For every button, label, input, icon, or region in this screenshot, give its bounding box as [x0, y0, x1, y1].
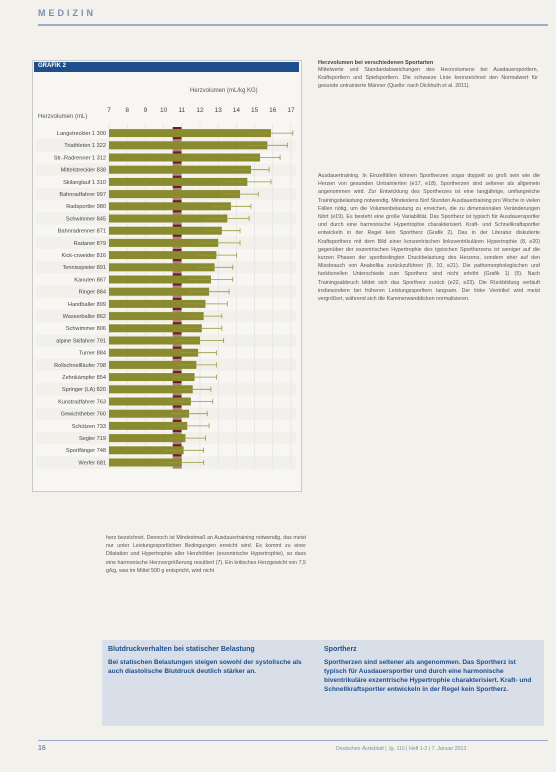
category-label: Mittelstreckler 838 [60, 167, 106, 174]
x-tick-label: 17 [287, 107, 295, 114]
page-number: 16 [38, 745, 46, 752]
category-label: Handballer 899 [68, 301, 106, 308]
category-label: Kunstradfahrer 763 [58, 399, 106, 406]
category-label: Kanuten 867 [74, 277, 106, 284]
body-text-left: herz bezeichnet. Dennoch ist Mindestmaß an Ausdauertraining notwendig, das meist nur unter Leistungssportlichen Bedingungen erreicht wird. Es kommt zu einer Dilatation und Hypertrophie aller Herzhöhlen (exzentrische Hypertrophie), so dass eine harmonische Herzvergrößerung resultiert (7). Ein kritisches Herzgewicht von 7,5 g/kg, was im Mittel 500 g entspricht, wird nicht [106, 535, 306, 574]
category-label: Bahnradfahrer 997 [59, 192, 106, 198]
category-label: Radaner 879 [73, 240, 106, 247]
x-tick-label: 9 [143, 107, 148, 114]
category-label: Radsportler 980 [66, 204, 106, 211]
bar [109, 141, 267, 149]
bar [109, 190, 240, 198]
bar [109, 166, 251, 174]
category-label: Wasserballer 862 [62, 314, 106, 320]
info-box-text: Sportherzen sind seltener als angenommen. Das Sportherz ist typisch für Ausdauersportler und durch eine harmonische biventrikuläre exzentrische Hypertrophie charakterisiert. Kraft- und Schnellkraftsportler entwickeln in der Regel kein Sportherz. [324, 659, 532, 693]
figure-caption [318, 60, 538, 91]
category-label: Werfer 681 [78, 460, 106, 467]
footer-source: Deutsches Ärzteblatt | Jg. 110 | Heft 1-2 | 7. Januar 2013 [336, 746, 467, 752]
info-boxes [36, 640, 544, 726]
row-header: Herzvolumen (mL) [38, 114, 88, 120]
info-box-text: Bei statischen Belastungen steigen sowohl der systolische als auch diastolische Blutdruck deutlich stärker an. [108, 659, 302, 675]
x-tick-label: 11 [178, 107, 186, 114]
category-label: Springer (LA) 820 [61, 387, 106, 394]
category-label: Schwimmer 845 [65, 216, 106, 223]
info-box-title: Sportherz [324, 646, 357, 653]
section-label: MEDIZIN [38, 8, 96, 18]
x-tick-label: 16 [269, 107, 277, 114]
footer-rule [38, 740, 548, 741]
info-box-blood-pressure [102, 640, 322, 726]
category-label: Str.-Radrenner 1 312 [53, 155, 106, 162]
category-label: Triathleten 1 322 [64, 143, 106, 150]
category-label: Segler 719 [78, 436, 106, 442]
category-label: Kick-crweider 816 [61, 253, 106, 259]
category-label: Bahnradrenner 871 [57, 228, 106, 235]
x-tick-label: 8 [125, 107, 130, 114]
x-tick-label: 14 [232, 107, 241, 114]
body-text-right: Ausdauertraining. In Einzelfällen können Sportherzen sogar doppelt so groß sein wie die Herzen von gesunden Untrainierten (e17, e18). Sportherzen sind seltener als allgemein angenommen wird. Zur Entwicklung des Sportherzes ist eine langjährige, umfangreiche Trainingsbelastung notwendig. Mindestens fünf Stunden Ausdauertraining pro Woche in vielen Fällen nötig, um die Volumenbelastung zu erreichen, die zu dimensionalen Veränderungen führt (e19). Es besteht eine große Variabilität. Das Sportherz ist typisch für Ausdauersportler und durch eine harmonische Hypertrophie charakterisiert. Kraft- und Schnellkraftsportler entwickeln in der Regel kein Sportherz (Grafik 2). Das in der Literatur diskutierte Kraftsportherz mit dem Bild einer konzentrischen linksventrikulären Hypertrophie (8, e20) gegenüber der exzentrischen Hypertrophie des typischen Sportherzens ist weniger auf die kurzen Phasen der sportbedingten Druckbelastung des Herzens, sondern eher auf den Missbrauch von Anabolika zurückzuführen (9, 10, e21). Die pathomorphologischen und funktionellen Unterschiede zum Sportherz sind nicht erhöht (Grafik 1) (5). Nach Trainingsabbruch bildet sich das Sportherz zurück (e22, e23). Die Rückbildung verläuft insbesondere bei früheren Leistungssportlern langsam. Der linke Ventrikel wird meist vergrößert, während sich die Kammerwanddicken normalisieren. [318, 173, 540, 303]
figure-tag-label: GRAFIK 2 [38, 63, 67, 69]
x-tick-label: 12 [196, 107, 204, 114]
category-label: alpine Skifahrer 791 [56, 338, 106, 345]
bar [109, 129, 271, 137]
caption-title: Herzvolumen bei verschiedenen Sportarten [318, 60, 434, 66]
chart-title: Herzvolumen (mL/kg KG) [190, 88, 258, 94]
bar [109, 154, 260, 162]
category-label: Tennisspieler 891 [62, 265, 106, 272]
category-label: Schwimmer 806 [65, 326, 106, 333]
info-box-sportherz [318, 640, 544, 726]
category-label: Zehnkämpfer 854 [62, 375, 106, 381]
caption-text: Mittelwerte und Standardabweichungen des Herzvolumens bei Ausdauersportlern, Kraftsportlern und Spielsportlern. Die schwarze Linie kennzeichnet den Normalwert für gesunde untrainierte Männer (Quelle: nach Dickhuth et al. 2011). [318, 67, 538, 90]
x-tick-label: 13 [214, 107, 222, 114]
category-label: Skilanglauf 1 310 [63, 179, 106, 186]
x-tick-label: 10 [159, 107, 168, 114]
category-label: Rollschnellläufer 798 [54, 362, 106, 369]
info-box-title: Blutdruckverhalten bei statischer Belastung [108, 646, 255, 653]
x-tick-label: 15 [250, 107, 259, 114]
category-label: Sportfänger 748 [65, 448, 106, 455]
category-label: Schützen 733 [71, 423, 106, 430]
category-label: Ringer 884 [78, 289, 106, 296]
category-label: Turner 884 [78, 350, 106, 357]
category-label: Langstreckler 1 300 [56, 131, 106, 137]
category-label: Gewichtheber 760 [60, 411, 106, 418]
x-tick-label: 7 [107, 107, 111, 114]
